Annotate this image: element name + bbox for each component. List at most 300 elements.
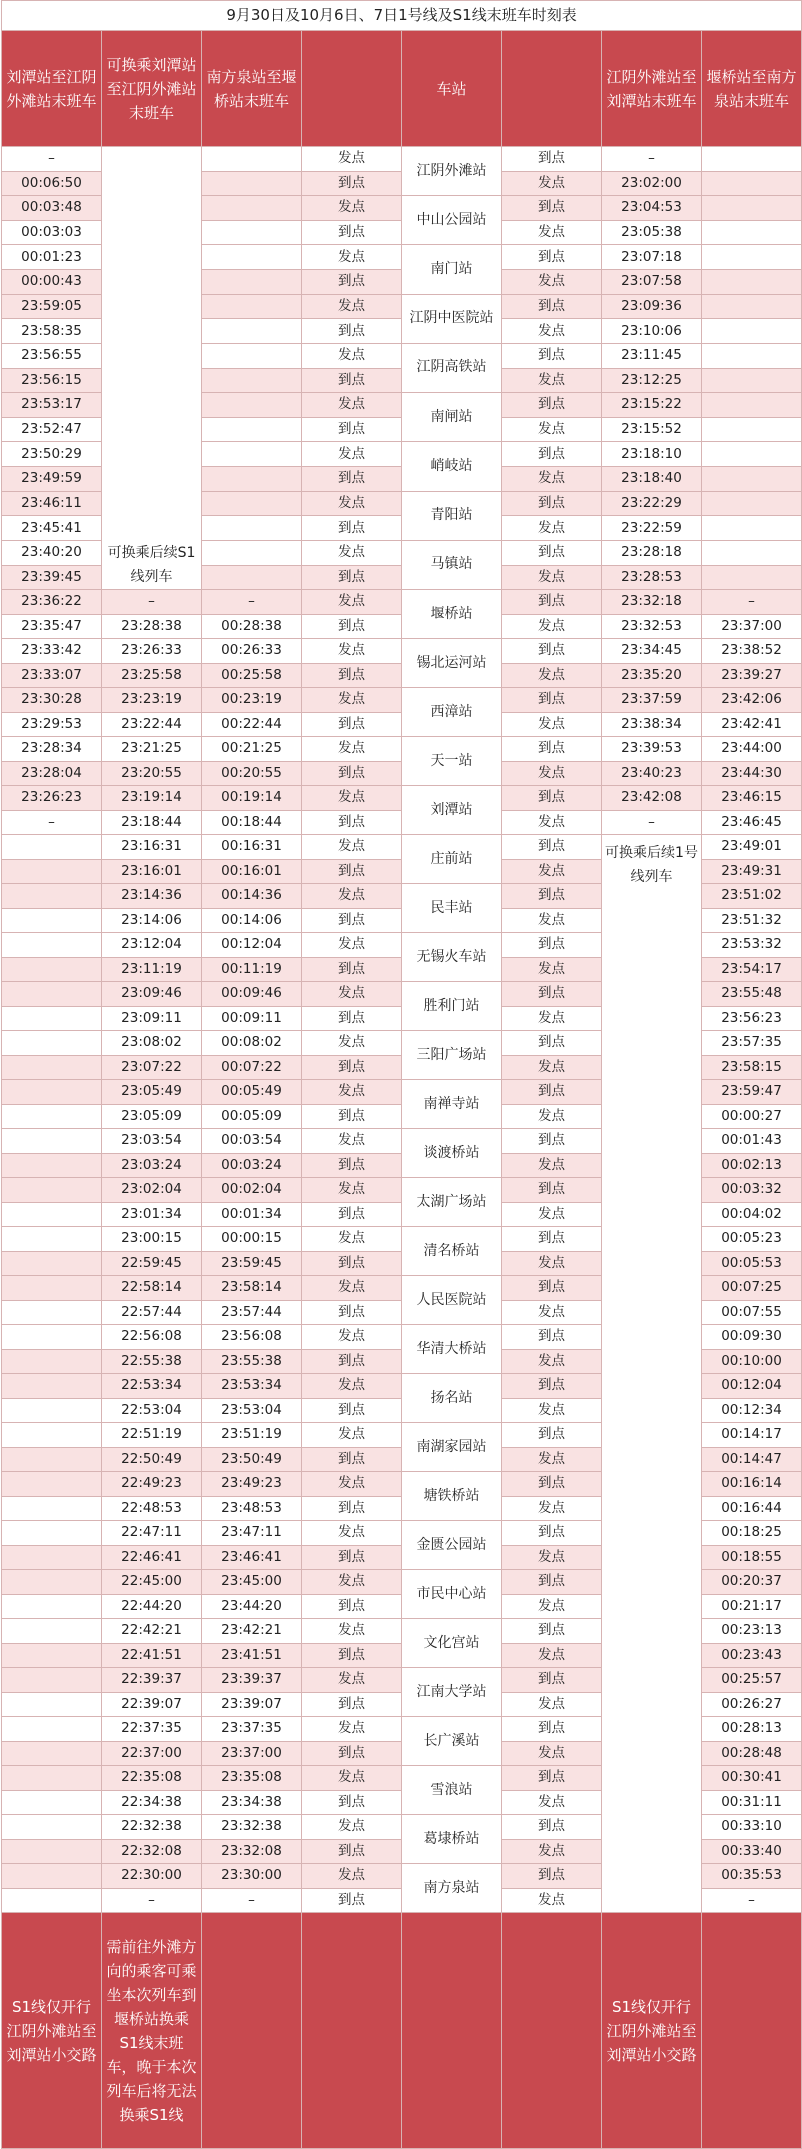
time-nanfangquan-to-yanqiao: 23:59:45 [202,1251,302,1276]
time-nanfangquan-to-yanqiao [202,319,302,344]
time-yanqiao-to-nanfangquan: 00:26:27 [702,1692,802,1717]
kind-left: 发点 [302,1619,402,1644]
time-liutan-to-waitan: 23:28:04 [2,761,102,786]
station-name: 马镇站 [402,540,502,589]
station-name: 文化宫站 [402,1619,502,1668]
time-yanqiao-to-nanfangquan: 00:20:37 [702,1570,802,1595]
time-liutan-to-waitan [2,908,102,933]
time-nanfangquan-to-yanqiao: 23:34:38 [202,1790,302,1815]
station-name: 胜利门站 [402,982,502,1031]
time-yanqiao-to-nanfangquan: 23:37:00 [702,614,802,639]
time-yanqiao-to-nanfangquan: 00:14:17 [702,1423,802,1448]
kind-right: 到点 [502,1619,602,1644]
kind-right: 发点 [502,1790,602,1815]
time-transfer-liutan-to-waitan: 22:34:38 [102,1790,202,1815]
station-name: 江南大学站 [402,1668,502,1717]
time-liutan-to-waitan [2,1153,102,1178]
kind-left: 发点 [302,196,402,221]
station-name: 华清大桥站 [402,1325,502,1374]
footer-note-0: S1线仅开行江阴外滩站至刘潭站小交路 [2,1913,102,2149]
time-nanfangquan-to-yanqiao: 23:58:14 [202,1276,302,1301]
time-nanfangquan-to-yanqiao: 00:23:19 [202,688,302,713]
time-liutan-to-waitan: 23:59:05 [2,294,102,319]
kind-right: 到点 [502,639,602,664]
time-waitan-to-liutan: 23:38:34 [602,712,702,737]
time-yanqiao-to-nanfangquan [702,270,802,295]
kind-right: 发点 [502,712,602,737]
transfer-note-l1-text: 可换乘后续1号线列车 [605,845,698,885]
kind-left: 到点 [302,1692,402,1717]
time-nanfangquan-to-yanqiao: 00:09:11 [202,1006,302,1031]
kind-left: 到点 [302,1643,402,1668]
kind-right: 发点 [502,1692,602,1717]
station-name: 江阴高铁站 [402,343,502,392]
time-liutan-to-waitan [2,957,102,982]
time-transfer-liutan-to-waitan: 22:39:37 [102,1668,202,1693]
footer-empty-7 [702,1913,802,2149]
time-waitan-to-liutan: 23:32:53 [602,614,702,639]
kind-right: 到点 [502,1031,602,1056]
time-nanfangquan-to-yanqiao: 00:28:38 [202,614,302,639]
time-waitan-to-liutan: 23:15:22 [602,393,702,418]
time-transfer-liutan-to-waitan: 23:07:22 [102,1055,202,1080]
kind-left: 到点 [302,1545,402,1570]
station-name: 南门站 [402,245,502,294]
time-waitan-to-liutan: 23:39:53 [602,737,702,762]
time-nanfangquan-to-yanqiao: 23:47:11 [202,1521,302,1546]
kind-right: 发点 [502,1104,602,1129]
time-yanqiao-to-nanfangquan: – [702,590,802,615]
kind-right: 到点 [502,1129,602,1154]
time-waitan-to-liutan: 23:28:18 [602,540,702,565]
kind-left: 发点 [302,786,402,811]
kind-right: 到点 [502,1276,602,1301]
table-row [2,590,802,615]
kind-right: 到点 [502,737,602,762]
time-liutan-to-waitan [2,1374,102,1399]
kind-left: 发点 [302,1521,402,1546]
kind-right: 到点 [502,147,602,172]
kind-left: 到点 [302,908,402,933]
header-kind-right [502,31,602,147]
station-name: 民丰站 [402,884,502,933]
kind-right: 发点 [502,663,602,688]
time-transfer-liutan-to-waitan: 22:58:14 [102,1276,202,1301]
time-yanqiao-to-nanfangquan [702,467,802,492]
kind-left: 发点 [302,982,402,1007]
time-nanfangquan-to-yanqiao [202,442,302,467]
time-liutan-to-waitan [2,1276,102,1301]
time-liutan-to-waitan: 00:03:48 [2,196,102,221]
time-nanfangquan-to-yanqiao: 00:07:22 [202,1055,302,1080]
station-name: 刘潭站 [402,786,502,835]
station-name: 南湖家园站 [402,1423,502,1472]
time-transfer-liutan-to-waitan: 23:03:54 [102,1129,202,1154]
time-liutan-to-waitan: 23:36:22 [2,590,102,615]
kind-right: 发点 [502,1300,602,1325]
time-transfer-liutan-to-waitan: 22:30:00 [102,1864,202,1889]
kind-left: 发点 [302,1374,402,1399]
time-transfer-liutan-to-waitan: 23:05:49 [102,1080,202,1105]
time-liutan-to-waitan [2,1815,102,1840]
time-transfer-liutan-to-waitan: 22:49:23 [102,1472,202,1497]
time-yanqiao-to-nanfangquan: 00:01:43 [702,1129,802,1154]
time-nanfangquan-to-yanqiao [202,270,302,295]
time-liutan-to-waitan: 23:28:34 [2,737,102,762]
station-name: 长广溪站 [402,1717,502,1766]
kind-right: 发点 [502,1594,602,1619]
time-transfer-liutan-to-waitan: 23:11:19 [102,957,202,982]
time-yanqiao-to-nanfangquan: 00:07:55 [702,1300,802,1325]
kind-right: 发点 [502,368,602,393]
time-nanfangquan-to-yanqiao [202,147,302,172]
time-yanqiao-to-nanfangquan: 00:18:55 [702,1545,802,1570]
kind-right: 发点 [502,171,602,196]
kind-right: 发点 [502,1153,602,1178]
kind-right: 发点 [502,1545,602,1570]
time-liutan-to-waitan [2,835,102,860]
time-nanfangquan-to-yanqiao: 23:48:53 [202,1496,302,1521]
time-liutan-to-waitan [2,1668,102,1693]
station-name: 清名桥站 [402,1227,502,1276]
station-name: 江阴中医院站 [402,294,502,343]
time-waitan-to-liutan: 23:40:23 [602,761,702,786]
time-yanqiao-to-nanfangquan: 23:38:52 [702,639,802,664]
kind-left: 发点 [302,688,402,713]
kind-right: 到点 [502,294,602,319]
time-transfer-liutan-to-waitan: – [102,1888,202,1913]
time-yanqiao-to-nanfangquan: 00:07:25 [702,1276,802,1301]
kind-right: 到点 [502,1325,602,1350]
time-nanfangquan-to-yanqiao: 00:25:58 [202,663,302,688]
time-waitan-to-liutan: 23:37:59 [602,688,702,713]
time-yanqiao-to-nanfangquan: 00:30:41 [702,1766,802,1791]
station-name: 江阴外滩站 [402,147,502,196]
kind-left: 到点 [302,1398,402,1423]
kind-left: 发点 [302,1864,402,1889]
time-yanqiao-to-nanfangquan: 00:09:30 [702,1325,802,1350]
table-row [2,786,802,811]
time-yanqiao-to-nanfangquan: 00:14:47 [702,1447,802,1472]
kind-right: 到点 [502,1766,602,1791]
time-liutan-to-waitan: 23:56:15 [2,368,102,393]
kind-left: 到点 [302,467,402,492]
station-name: 葛埭桥站 [402,1815,502,1864]
time-yanqiao-to-nanfangquan: 23:44:00 [702,737,802,762]
station-name: 塘铁桥站 [402,1472,502,1521]
time-nanfangquan-to-yanqiao: 00:22:44 [202,712,302,737]
kind-right: 发点 [502,319,602,344]
kind-left: 到点 [302,957,402,982]
time-liutan-to-waitan: 23:45:41 [2,516,102,541]
time-liutan-to-waitan [2,884,102,909]
kind-left: 发点 [302,491,402,516]
kind-right: 发点 [502,1741,602,1766]
time-transfer-liutan-to-waitan: 22:35:08 [102,1766,202,1791]
time-liutan-to-waitan [2,1790,102,1815]
time-yanqiao-to-nanfangquan: 00:21:17 [702,1594,802,1619]
time-nanfangquan-to-yanqiao: 00:16:31 [202,835,302,860]
time-yanqiao-to-nanfangquan: 00:23:13 [702,1619,802,1644]
time-waitan-to-liutan: 23:07:58 [602,270,702,295]
kind-right: 发点 [502,1496,602,1521]
time-nanfangquan-to-yanqiao: – [202,590,302,615]
time-yanqiao-to-nanfangquan [702,540,802,565]
kind-right: 到点 [502,540,602,565]
time-yanqiao-to-nanfangquan: 00:05:53 [702,1251,802,1276]
time-liutan-to-waitan [2,859,102,884]
kind-right: 到点 [502,1423,602,1448]
time-nanfangquan-to-yanqiao: 23:32:38 [202,1815,302,1840]
kind-left: 发点 [302,1423,402,1448]
time-nanfangquan-to-yanqiao: 00:01:34 [202,1202,302,1227]
transfer-note-l1 [602,835,702,1913]
kind-right: 发点 [502,1839,602,1864]
time-transfer-liutan-to-waitan: 22:41:51 [102,1643,202,1668]
kind-left: 发点 [302,590,402,615]
kind-left: 发点 [302,1129,402,1154]
transfer-note-s1-text: 可换乘后续S1线列车 [107,545,196,585]
kind-left: 到点 [302,270,402,295]
time-yanqiao-to-nanfangquan: 00:33:40 [702,1839,802,1864]
time-yanqiao-to-nanfangquan: 23:54:17 [702,957,802,982]
kind-right: 到点 [502,1080,602,1105]
time-transfer-liutan-to-waitan: 22:57:44 [102,1300,202,1325]
time-yanqiao-to-nanfangquan: 00:28:48 [702,1741,802,1766]
time-transfer-liutan-to-waitan: 22:32:08 [102,1839,202,1864]
kind-right: 到点 [502,1864,602,1889]
time-nanfangquan-to-yanqiao [202,343,302,368]
time-liutan-to-waitan [2,1227,102,1252]
time-nanfangquan-to-yanqiao [202,196,302,221]
kind-left: 发点 [302,933,402,958]
time-nanfangquan-to-yanqiao: 23:35:08 [202,1766,302,1791]
time-yanqiao-to-nanfangquan: 00:04:02 [702,1202,802,1227]
kind-left: 到点 [302,1741,402,1766]
kind-left: 到点 [302,368,402,393]
time-transfer-liutan-to-waitan: – [102,590,202,615]
table-row [2,688,802,713]
time-liutan-to-waitan [2,1888,102,1913]
time-waitan-to-liutan: 23:22:29 [602,491,702,516]
time-transfer-liutan-to-waitan: 22:51:19 [102,1423,202,1448]
kind-right: 到点 [502,1521,602,1546]
kind-left: 到点 [302,1447,402,1472]
kind-left: 到点 [302,1300,402,1325]
time-liutan-to-waitan [2,1423,102,1448]
station-name: 锡北运河站 [402,639,502,688]
footer-empty-4 [402,1913,502,2149]
footer-empty-2 [202,1913,302,2149]
time-nanfangquan-to-yanqiao: 23:32:08 [202,1839,302,1864]
time-waitan-to-liutan: 23:09:36 [602,294,702,319]
time-nanfangquan-to-yanqiao: 00:12:04 [202,933,302,958]
station-name: 南禅寺站 [402,1080,502,1129]
time-liutan-to-waitan: 00:00:43 [2,270,102,295]
station-name: 南方泉站 [402,1864,502,1913]
time-transfer-liutan-to-waitan: 22:56:08 [102,1325,202,1350]
time-nanfangquan-to-yanqiao [202,516,302,541]
time-transfer-liutan-to-waitan: 23:14:36 [102,884,202,909]
time-liutan-to-waitan [2,1006,102,1031]
time-nanfangquan-to-yanqiao: 23:44:20 [202,1594,302,1619]
time-nanfangquan-to-yanqiao: 23:46:41 [202,1545,302,1570]
time-transfer-liutan-to-waitan: 23:26:33 [102,639,202,664]
time-nanfangquan-to-yanqiao: 00:21:25 [202,737,302,762]
time-nanfangquan-to-yanqiao: 23:50:49 [202,1447,302,1472]
station-name: 峭岐站 [402,442,502,491]
time-yanqiao-to-nanfangquan: 00:05:23 [702,1227,802,1252]
time-liutan-to-waitan [2,1619,102,1644]
kind-right: 到点 [502,393,602,418]
time-liutan-to-waitan: 23:26:23 [2,786,102,811]
kind-left: 发点 [302,245,402,270]
station-name: 雪浪站 [402,1766,502,1815]
kind-left: 到点 [302,1153,402,1178]
time-transfer-liutan-to-waitan: 22:44:20 [102,1594,202,1619]
time-nanfangquan-to-yanqiao: 00:00:15 [202,1227,302,1252]
time-transfer-liutan-to-waitan: 23:03:24 [102,1153,202,1178]
time-nanfangquan-to-yanqiao: 00:02:04 [202,1178,302,1203]
time-liutan-to-waitan [2,1202,102,1227]
kind-left: 到点 [302,614,402,639]
time-liutan-to-waitan [2,1741,102,1766]
time-liutan-to-waitan [2,1496,102,1521]
kind-left: 到点 [302,810,402,835]
time-nanfangquan-to-yanqiao [202,245,302,270]
kind-right: 发点 [502,1643,602,1668]
time-transfer-liutan-to-waitan: 22:50:49 [102,1447,202,1472]
kind-left: 到点 [302,1006,402,1031]
kind-right: 发点 [502,1349,602,1374]
time-yanqiao-to-nanfangquan: 23:42:06 [702,688,802,713]
time-waitan-to-liutan: 23:12:25 [602,368,702,393]
time-waitan-to-liutan: 23:10:06 [602,319,702,344]
time-transfer-liutan-to-waitan: 23:16:31 [102,835,202,860]
kind-left: 发点 [302,1668,402,1693]
kind-right: 到点 [502,1227,602,1252]
kind-left: 发点 [302,1570,402,1595]
time-transfer-liutan-to-waitan: 22:48:53 [102,1496,202,1521]
time-nanfangquan-to-yanqiao: 23:57:44 [202,1300,302,1325]
kind-left: 发点 [302,1080,402,1105]
time-liutan-to-waitan [2,1570,102,1595]
header-yanqiao-to-nanfangquan: 堰桥站至南方泉站末班车 [702,31,802,147]
time-transfer-liutan-to-waitan: 22:32:38 [102,1815,202,1840]
time-transfer-liutan-to-waitan: 23:20:55 [102,761,202,786]
header-nanfangquan-to-yanqiao: 南方泉站至堰桥站末班车 [202,31,302,147]
time-nanfangquan-to-yanqiao: 00:14:06 [202,908,302,933]
time-nanfangquan-to-yanqiao: 23:37:35 [202,1717,302,1742]
timetable [1,0,802,2149]
time-transfer-liutan-to-waitan: 22:37:00 [102,1741,202,1766]
time-yanqiao-to-nanfangquan: 00:25:57 [702,1668,802,1693]
kind-right: 发点 [502,417,602,442]
time-waitan-to-liutan: 23:05:38 [602,220,702,245]
time-nanfangquan-to-yanqiao [202,171,302,196]
time-nanfangquan-to-yanqiao [202,417,302,442]
time-yanqiao-to-nanfangquan: 00:23:43 [702,1643,802,1668]
kind-right: 发点 [502,565,602,590]
time-liutan-to-waitan [2,982,102,1007]
time-transfer-liutan-to-waitan: 23:25:58 [102,663,202,688]
station-name: 青阳站 [402,491,502,540]
time-nanfangquan-to-yanqiao: 00:20:55 [202,761,302,786]
kind-left: 发点 [302,1472,402,1497]
time-waitan-to-liutan: 23:15:52 [602,417,702,442]
time-nanfangquan-to-yanqiao: 00:03:54 [202,1129,302,1154]
time-waitan-to-liutan: – [602,810,702,835]
kind-right: 到点 [502,1472,602,1497]
time-yanqiao-to-nanfangquan: 23:44:30 [702,761,802,786]
time-liutan-to-waitan [2,1055,102,1080]
kind-left: 到点 [302,1202,402,1227]
time-nanfangquan-to-yanqiao: – [202,1888,302,1913]
time-yanqiao-to-nanfangquan: 23:46:15 [702,786,802,811]
kind-left: 发点 [302,294,402,319]
kind-right: 发点 [502,761,602,786]
time-transfer-liutan-to-waitan: 22:46:41 [102,1545,202,1570]
time-nanfangquan-to-yanqiao [202,393,302,418]
time-nanfangquan-to-yanqiao [202,491,302,516]
time-waitan-to-liutan: 23:35:20 [602,663,702,688]
time-transfer-liutan-to-waitan: 23:02:04 [102,1178,202,1203]
time-nanfangquan-to-yanqiao: 00:05:49 [202,1080,302,1105]
station-name: 金匮公园站 [402,1521,502,1570]
time-waitan-to-liutan: 23:42:08 [602,786,702,811]
footer-note-5: S1线仅开行江阴外滩站至刘潭站小交路 [602,1913,702,2149]
time-nanfangquan-to-yanqiao: 00:08:02 [202,1031,302,1056]
time-nanfangquan-to-yanqiao: 23:55:38 [202,1349,302,1374]
kind-left: 到点 [302,1251,402,1276]
time-liutan-to-waitan: 23:33:42 [2,639,102,664]
time-liutan-to-waitan: 23:46:11 [2,491,102,516]
station-name: 天一站 [402,737,502,786]
kind-left: 到点 [302,712,402,737]
kind-left: 发点 [302,737,402,762]
time-transfer-liutan-to-waitan: 23:09:11 [102,1006,202,1031]
kind-left: 发点 [302,147,402,172]
time-liutan-to-waitan [2,1766,102,1791]
time-yanqiao-to-nanfangquan [702,245,802,270]
time-nanfangquan-to-yanqiao: 23:53:04 [202,1398,302,1423]
kind-left: 到点 [302,1349,402,1374]
time-nanfangquan-to-yanqiao: 00:14:36 [202,884,302,909]
kind-left: 到点 [302,220,402,245]
time-transfer-liutan-to-waitan: 23:23:19 [102,688,202,713]
kind-left: 到点 [302,1104,402,1129]
kind-right: 到点 [502,196,602,221]
time-nanfangquan-to-yanqiao: 23:39:07 [202,1692,302,1717]
kind-left: 到点 [302,565,402,590]
time-liutan-to-waitan [2,1717,102,1742]
kind-left: 发点 [302,884,402,909]
time-liutan-to-waitan [2,1349,102,1374]
time-nanfangquan-to-yanqiao: 23:49:23 [202,1472,302,1497]
time-liutan-to-waitan: 23:39:45 [2,565,102,590]
time-transfer-liutan-to-waitan: 23:21:25 [102,737,202,762]
time-liutan-to-waitan: – [2,810,102,835]
station-name: 三阳广场站 [402,1031,502,1080]
time-nanfangquan-to-yanqiao: 23:37:00 [202,1741,302,1766]
kind-right: 到点 [502,343,602,368]
kind-right: 到点 [502,1374,602,1399]
time-transfer-liutan-to-waitan: 22:55:38 [102,1349,202,1374]
time-liutan-to-waitan [2,1251,102,1276]
time-nanfangquan-to-yanqiao [202,294,302,319]
time-liutan-to-waitan [2,1447,102,1472]
time-yanqiao-to-nanfangquan [702,196,802,221]
